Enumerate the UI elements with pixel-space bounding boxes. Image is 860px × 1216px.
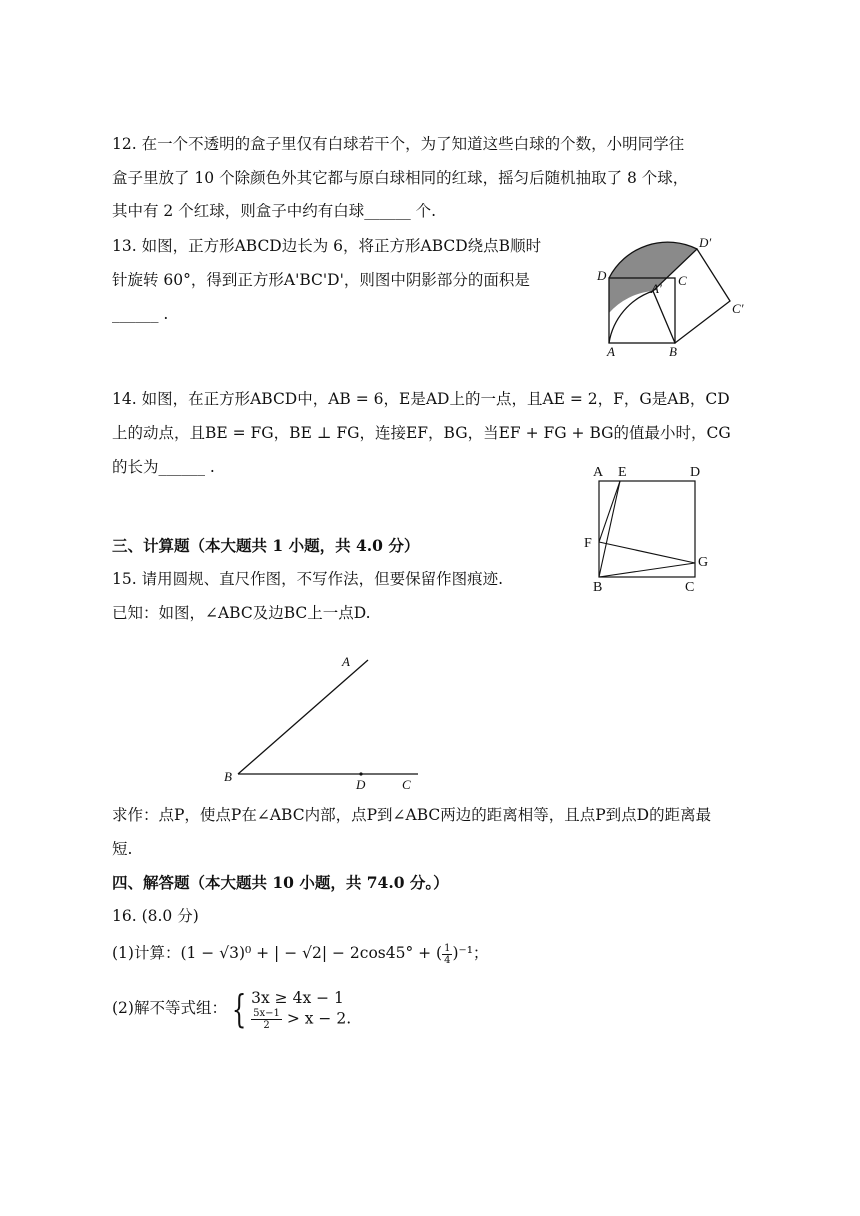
q14-label-e: E: [618, 465, 627, 480]
q15-ray-ba: [238, 660, 368, 774]
q16-head: 16. (8.0 分): [112, 907, 199, 925]
q14-line-1: 14. 如图，在正方形ABCD中，AB = 6，E是AD上的一点，且AE = 2，F，G是AB，CD: [112, 390, 730, 408]
q14-label-c: C: [685, 580, 695, 595]
section-3-heading: 三、计算题（本大题共 1 小题，共 4.0 分）: [112, 536, 420, 555]
q13-label-d: D: [597, 268, 607, 283]
q16-row-2-frac-num: 5x−1: [253, 1007, 280, 1019]
q14-label-f: F: [584, 536, 592, 551]
q13-label-dp: D′: [699, 235, 712, 250]
q13-label-ap: A′: [651, 281, 662, 296]
q13-label-a: A: [607, 344, 615, 359]
q13-label-cp: C′: [732, 301, 744, 316]
q14-line-3: 的长为______ .: [112, 458, 215, 476]
q15-label-c: C: [402, 777, 411, 792]
q13-line-3: ______ .: [112, 305, 169, 323]
q15-line-3: 求作：点P，使点P在∠ABC内部，点P到∠ABC两边的距离相等，且点P到点D的距离最: [112, 806, 712, 824]
q16-part-2-end: .: [346, 1009, 352, 1027]
q16-part-1: [112, 942, 488, 966]
q16-part-1-frac-den: 4: [444, 954, 451, 966]
q16-part-1-suffix: )⁻¹；: [452, 944, 489, 962]
q15-point-d: [359, 772, 362, 775]
q12-line-1: 12. 在一个不透明的盒子里仅有白球若干个，为了知道这些白球的个数，小明同学往: [112, 135, 685, 153]
q16-system-row-1: 3x ≥ 4x − 1: [251, 988, 344, 1007]
q14-segment-ef: [599, 481, 620, 542]
q16-part-1-prefix: (1)计算：(1 − √3)⁰ + | − √2| − 2cos45° + (: [112, 944, 443, 962]
section-4-heading: 四、解答题（本大题共 10 小题，共 74.0 分。）: [112, 873, 449, 892]
q12-line-2: 盒子里放了 10 个除颜色外其它都与原白球相同的红球，摇匀后随机抽取了 8 个球，: [112, 169, 689, 187]
q15-label-d: D: [356, 777, 366, 792]
q14-label-d: D: [690, 465, 701, 480]
q14-segment-fg: [599, 542, 695, 563]
q14-segment-be: [599, 481, 620, 577]
q15-figure: [220, 655, 440, 795]
q14-label-a: A: [593, 465, 604, 480]
q13-label-c: C: [678, 273, 687, 288]
q15-label-b: B: [224, 769, 232, 784]
q15-line-2: 已知：如图，∠ABC及边BC上一点D.: [112, 604, 371, 622]
q15-line-1: 15. 请用圆规、直尺作图，不写作法，但要保留作图痕迹.: [112, 570, 504, 588]
q13-figure: [595, 233, 765, 363]
q14-label-b: B: [593, 580, 603, 595]
q16-brace: {: [231, 987, 247, 1031]
q14-line-2: 上的动点，且BE = FG，BE ⊥ FG，连接EF，BG，当EF + FG + BG的值最小时，CG: [112, 424, 731, 442]
q13-line-2: 针旋转 60°，得到正方形A'BC'D'，则图中阴影部分的面积是: [112, 271, 530, 289]
q13-line-1: 13. 如图，正方形ABCD边长为 6，将正方形ABCD绕点B顺时: [112, 237, 542, 255]
q16-row-2-frac-den: 2: [263, 1019, 270, 1031]
q16-system-row-2: [251, 1008, 351, 1031]
q16-part-1-frac-num: 1: [444, 942, 451, 954]
q16-part-2: [112, 986, 351, 1031]
q15-line-4: 短.: [112, 840, 133, 858]
q14-label-g: G: [698, 555, 709, 570]
q13-label-b: B: [669, 344, 677, 359]
q14-figure: [582, 462, 722, 595]
q16-part-2-prefix: (2)解不等式组：: [112, 999, 227, 1017]
q16-system: [251, 988, 351, 1031]
q16-part-1-fraction: [442, 943, 452, 966]
q14-segment-bg: [599, 563, 695, 577]
q15-label-a: A: [342, 654, 350, 669]
q12-line-3: 其中有 2 个红球，则盒子中约有白球______ 个.: [112, 202, 437, 220]
q16-row-2-fraction: [251, 1008, 282, 1031]
q16-row-2-rest: > x − 2: [281, 1009, 347, 1027]
q14-square-abcd: [599, 481, 695, 577]
